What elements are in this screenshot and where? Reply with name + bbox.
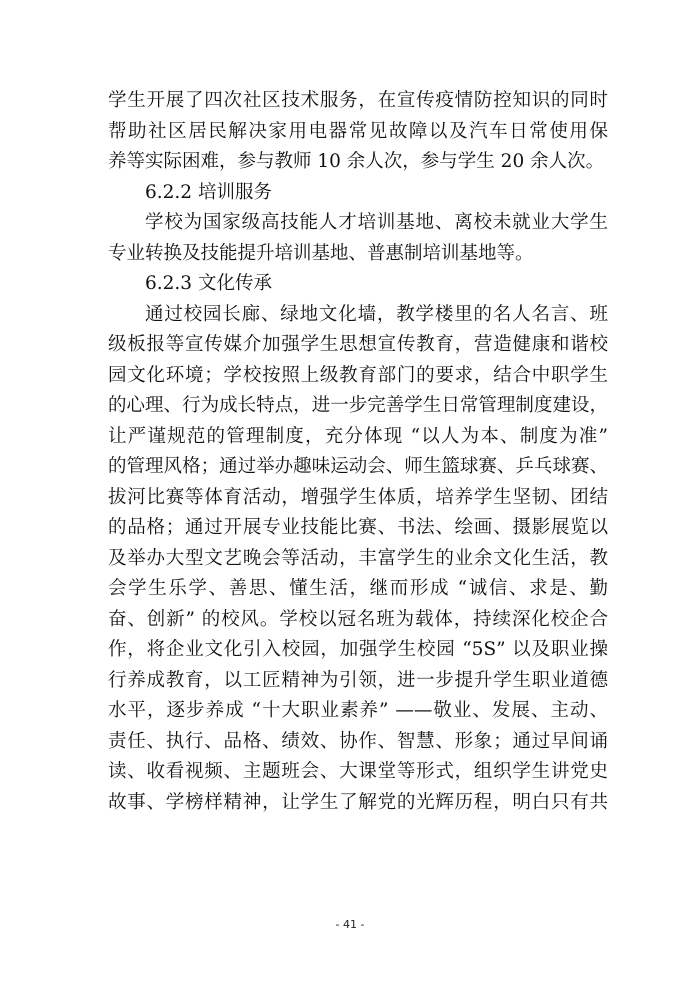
text-line: 学生开展了四次社区技术服务，在宣传疫情防控知识的同时 bbox=[108, 90, 608, 111]
text-line: 的心理、行为成长特点，进一步完善学生日常管理制度建设， bbox=[108, 395, 608, 416]
text-line: 园文化环境；学校按照上级教育部门的要求，结合中职学生 bbox=[108, 364, 608, 386]
text-line: 水平，逐步养成 “十大职业素养” ——敬业、发展、主动、 bbox=[108, 700, 608, 721]
text-line: 让严谨规范的管理制度，充分体现 “以人为本、制度为准” bbox=[108, 425, 608, 447]
text-line: 专业转换及技能提升培训基地、普惠制培训基地等。 bbox=[108, 242, 534, 264]
text-line: 作，将企业文化引入校园，加强学生校园 “5S” 以及职业操 bbox=[108, 639, 608, 660]
text-line: 养等实际困难，参与教师 10 余人次，参与学生 20 余人次。 bbox=[108, 151, 605, 172]
text-line: 学校为国家级高技能人才培训基地、离校未就业大学生 bbox=[145, 212, 608, 233]
section-heading-culture: 6.2.3 文化传承 bbox=[145, 273, 272, 294]
text-line: 的品格；通过开展专业技能比赛、书法、绘画、摄影展览以 bbox=[108, 517, 608, 538]
text-line: 拔河比赛等体育活动，增强学生体质，培养学生坚韧、团结 bbox=[108, 486, 608, 508]
paragraph-training bbox=[108, 208, 608, 269]
page-number: - 41 - bbox=[335, 918, 365, 931]
text-line: 行养成教育，以工匠精神为引领，进一步提升学生职业道德 bbox=[108, 669, 608, 691]
text-line: 责任、执行、品格、绩效、协作、智慧、形象；通过早间诵 bbox=[108, 730, 608, 752]
section-heading-training: 6.2.2 培训服务 bbox=[145, 181, 272, 203]
text-line: 的管理风格；通过举办趣味运动会、师生篮球赛、乒乓球赛、 bbox=[108, 456, 608, 477]
text-line: 通过校园长廊、绿地文化墙，教学楼里的名人名言、班 bbox=[145, 303, 608, 325]
paragraph-culture bbox=[108, 300, 608, 819]
paragraph-community-service bbox=[108, 86, 608, 178]
text-line: 及举办大型文艺晚会等活动，丰富学生的业余文化生活，教 bbox=[108, 547, 608, 569]
text-line: 会学生乐学、善思、懂生活，继而形成 “诚信、求是、勤 bbox=[108, 578, 608, 599]
document-body bbox=[108, 86, 608, 818]
text-line: 帮助社区居民解决家用电器常见故障以及汽车日常使用保 bbox=[108, 120, 608, 142]
text-line: 故事、学榜样精神，让学生了解党的光辉历程，明白只有共 bbox=[108, 791, 608, 813]
text-line: 读、收看视频、主题班会、大课堂等形式，组织学生讲党史 bbox=[108, 761, 608, 782]
text-line: 级板报等宣传媒介加强学生思想宣传教育，营造健康和谐校 bbox=[108, 334, 608, 355]
text-line: 奋、创新” 的校风。学校以冠名班为载体，持续深化校企合 bbox=[108, 608, 608, 630]
